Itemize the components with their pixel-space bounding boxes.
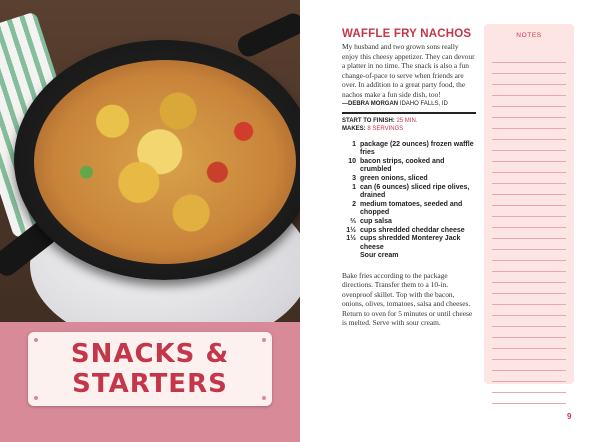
section-label-line1: SNACKS & [70, 339, 230, 369]
ingredient-qty: 1½ [346, 235, 356, 243]
ingredient-text: can (6 ounces) sliced ripe olives, drained [360, 183, 470, 200]
ingredient-qty: 1 [352, 140, 356, 148]
recipe-location: IDAHO FALLS, ID [399, 100, 448, 107]
ingredient-qty: ⅔ [350, 217, 356, 225]
recipe-meta [342, 117, 476, 133]
label-dot [34, 396, 38, 400]
ingredient-item [342, 141, 476, 158]
ingredient-text: package (22 ounces) frozen waffle fries [360, 140, 474, 157]
recipe-intro: My husband and two grown sons really enjoy this cheesy appetizer. They can devour a platter in no time. The snack is also a fun change-of-pace to serve when friends are over. In addition to a great party food, the nachos make a fun side dish, too! [342, 42, 475, 99]
page-number: 9 [567, 412, 572, 421]
ingredient-qty [342, 252, 360, 261]
ingredient-item [342, 201, 476, 218]
ingredient-item [342, 184, 476, 201]
ingredient-item [342, 158, 476, 175]
notes-lines [492, 52, 566, 404]
ingredient-qty: 3 [352, 174, 356, 182]
notes-panel[interactable] [484, 24, 574, 384]
recipe-directions: Bake fries according to the package directions. Transfer them to a 10-in. ovenproof skillet. Top with the bacon, onions, olives, tomatoes, salsa and cheeses. Return to oven for 5 minutes or until cheese is melted. Serve with sour cream. [342, 270, 473, 327]
recipe-title: WAFFLE FRY NACHOS [342, 28, 472, 40]
skillet-helper-handle [235, 10, 300, 60]
ingredient-text: Sour cream [360, 252, 399, 260]
recipe-byline [342, 101, 476, 107]
ingredient-text: cups shredded Monterey Jack cheese [360, 235, 461, 251]
recipe-author: —DEBRA MORGAN [342, 100, 399, 107]
section-label [28, 332, 272, 406]
ingredient-text: bacon strips, cooked and crumbled [360, 157, 445, 174]
ingredient-qty: 2 [352, 200, 356, 208]
ingredient-text: green onions, sliced [360, 174, 428, 182]
ingredient-item [342, 235, 476, 252]
label-dot [262, 338, 266, 342]
recipe [342, 28, 476, 327]
ingredient-qty: 1 [352, 183, 356, 191]
ingredient-text: cup salsa [360, 217, 392, 225]
section-label-line2: STARTERS [72, 369, 228, 399]
start-value: 25 MIN. [396, 117, 418, 124]
makes-label: MAKES: [342, 125, 366, 132]
divider-rule [342, 112, 476, 114]
label-dot [34, 338, 38, 342]
ingredient-text: cups shredded cheddar cheese [360, 226, 465, 234]
ingredient-text: medium tomatoes, seeded and chopped [360, 200, 463, 217]
start-label: START TO FINISH: [342, 117, 395, 124]
ingredients-list [342, 141, 476, 261]
ingredient-item [342, 175, 476, 184]
ingredient-item [342, 252, 476, 261]
label-dot [262, 396, 266, 400]
ingredient-item [342, 227, 476, 236]
makes-value: 8 SERVINGS [367, 125, 404, 132]
ingredient-qty: 1½ [346, 226, 356, 234]
notes-title: NOTES [516, 32, 542, 39]
ingredient-qty: 10 [348, 157, 356, 165]
ingredient-item [342, 218, 476, 227]
waffle-fry-nachos [34, 60, 296, 264]
